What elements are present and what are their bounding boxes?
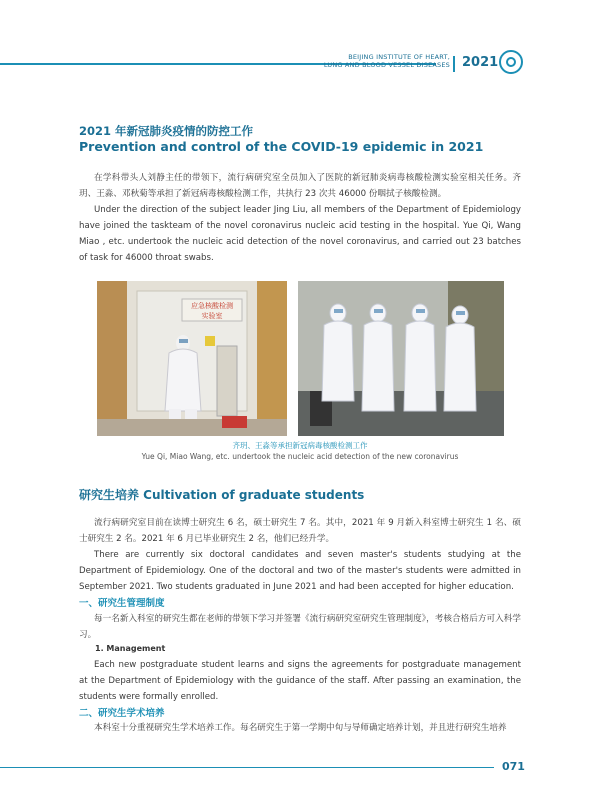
header-divider — [453, 56, 455, 72]
institute-line-1: BEIJING INSTITUTE OF HEART, — [348, 53, 450, 61]
header-year: 2021 — [462, 55, 499, 70]
institute-line-2: LUNG AND BLOOD VESSEL DISEASES — [323, 61, 450, 69]
subsection2-title: 二、研究生学术培养 — [79, 708, 165, 719]
photo-lab-entrance — [97, 281, 287, 436]
photo-lab-entrance-image — [97, 281, 287, 436]
photo-caption-en: Yue Qi, Miao Wang, etc. undertook the nucleic acid detection of the new coronavirus — [141, 452, 459, 461]
subsection1-paragraph-cn: 每一名新入科室的研究生都在老师的带领下学习并签署《流行病研究室研究生管理制度》，考核合格后方可入科学习。 — [79, 614, 521, 640]
lab-sign-line-2: 实验室 — [201, 312, 223, 320]
lab-sign-line-1: 应急核酸检测 — [191, 302, 233, 310]
section2-paragraph-cn: 流行病研究室目前在读博士研究生 6 名，硕士研究生 7 名。其中，2021 年 9 月新入科室博士研究生 1 名、硕士研究生 2 名。2021 年 6 月已毕业研究生 2 名，他们已经升学。 — [79, 518, 521, 544]
photo-caption-cn: 齐玥、王淼等承担新冠病毒核酸检测工作 — [232, 441, 368, 450]
subsection1-en-heading: 1. Management — [95, 644, 166, 653]
photo-team — [298, 281, 504, 436]
section1-paragraph-cn: 在学科带头人刘静主任的带领下，流行病研究室全员加入了医院的新冠肺炎病毒核酸检测实验室相关任务。齐玥、王淼、邓秋菊等承担了新冠病毒核酸检测工作，共执行 23 次共 46000 份咽拭子核酸检测。 — [79, 173, 521, 199]
section1-title-en: Prevention and control of the COVID-19 epidemic in 2021 — [79, 139, 484, 154]
header-institute — [324, 53, 450, 69]
subsection1-paragraph-en: Each new postgraduate student learns and signs the agreements for postgraduate management at the Department of Epidemiology with the guidance of the staff. After passing an examination, the students were formally enrolled. — [79, 660, 521, 702]
section2-title: 研究生培养 Cultivation of graduate students — [79, 488, 365, 502]
page-number: 071 — [502, 760, 525, 773]
footer-rule — [0, 767, 494, 768]
section1-title-cn: 2021 年新冠肺炎疫情的防控工作 — [79, 124, 254, 138]
photo-team-image — [298, 281, 504, 436]
subsection2-paragraph-cn: 本科室十分重视研究生学术培养工作。每名研究生于第一学期中旬与导师确定培养计划，并且进行研究生培养 — [94, 723, 507, 733]
section2-paragraph-en: There are currently six doctoral candidates and seven master's students studying at the Department of Epidemiology. One of the doctoral and two of the master's students were admitted in September 2021. Two students graduated in June 2021 and had been accepted for higher education. — [79, 550, 521, 592]
subsection1-title: 一、研究生管理制度 — [79, 598, 165, 609]
section1-paragraph-en: Under the direction of the subject leader Jing Liu, all members of the Department of Epidemiology have joined the taskteam of the novel coronavirus nucleic acid testing in the hospital. Yue Qi, Wang Miao , etc. undertook the nucleic acid detection of the novel coronavirus, and carried out 23 batches of task for 46000 throat swabs. — [79, 205, 521, 263]
institute-logo-icon — [499, 50, 523, 74]
